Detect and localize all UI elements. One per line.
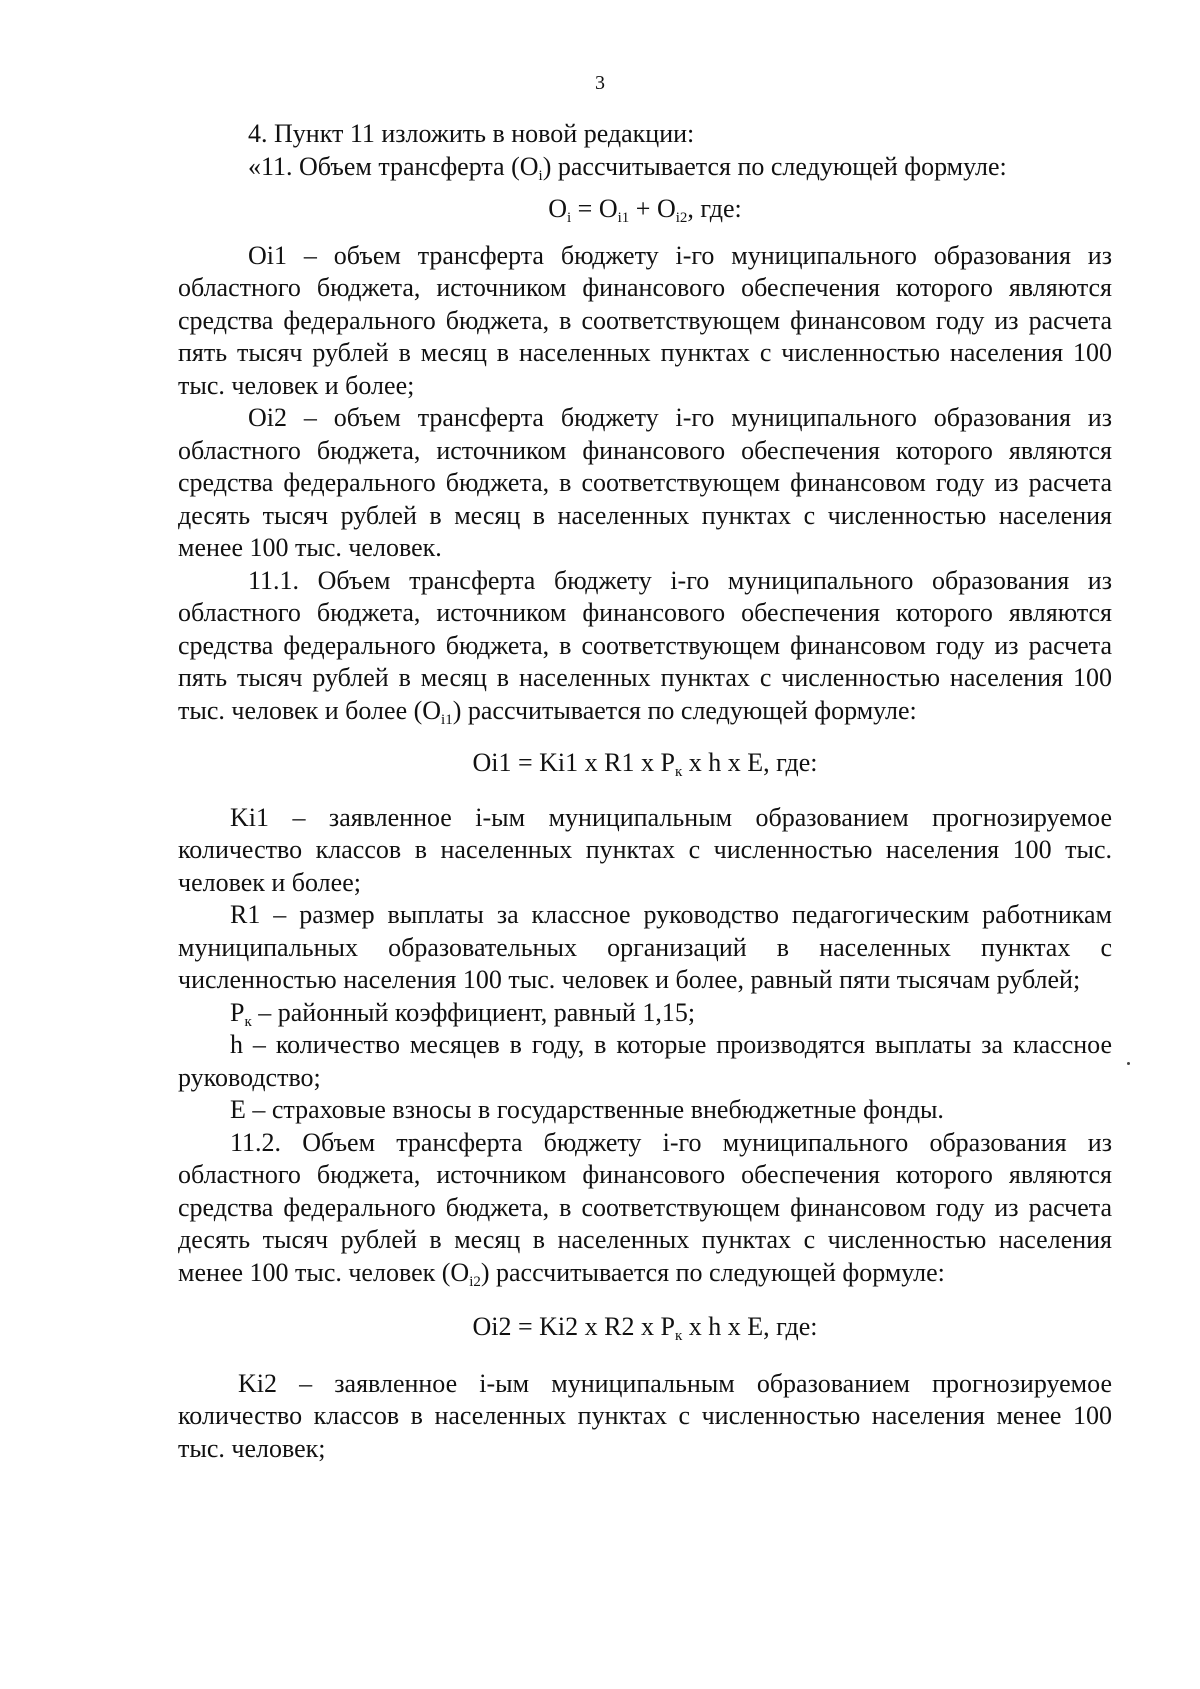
document-body	[178, 118, 1112, 1465]
clause-11-intro: «11. Объем трансферта $(O_i)$ рассчитывается по следующей формуле:	[248, 151, 1007, 184]
clause-11-2: 11.2. Объем трансферта бюджету i-го муниципального образования из областного бюджета, источником финансового обеспечения которого являются средства федерального бюджета, в соответствующем финансовом году из расчета десять тысяч рублей в месяц в населенных пунктах с численностью населения менее 100 тыс. человек $(O_{i2})$ рассчитывается по следующей формуле:	[178, 1127, 1112, 1290]
item-heading: 4. Пункт 11 изложить в новой редакции:	[248, 119, 695, 148]
definition-e: E – страховые взносы в государственные внебюджетные фонды.	[230, 1095, 944, 1124]
definition-oi2: Oi2 – объем трансферта бюджету i-го муниципального образования из областного бюджета, источником финансового обеспечения которого являются средства федерального бюджета, в соответствующем финансовом году из расчета десять тысяч рублей в месяц в населенных пунктах с численностью населения менее 100 тыс. человек.	[178, 403, 1112, 562]
definition-ki1: Ki1 – заявленное i-ым муниципальным образованием прогнозируемое количество классов в населенных пунктах с численностью населения 100 тыс. человек и более;	[178, 802, 1112, 897]
definition-oi1: Oi1 – объем трансферта бюджету i-го муниципального образования из областного бюджета, источником финансового обеспечения которого являются средства федерального бюджета, в соответствующем финансовом году из расчета пять тысяч рублей в месяц в населенных пунктах с численностью населения 100 тыс. человек и более;	[178, 240, 1112, 400]
formula-oi: $O_i = O_{i1} + O_{i2}$, где:	[548, 194, 742, 226]
definition-h: h – количество месяцев в году, в которые производятся выплаты за классное руководство;	[178, 1030, 1112, 1092]
definition-ki2: Ki2 – заявленное i-ым муниципальным образованием прогнозируемое количество классов в населенных пунктах с численностью населения менее 100 тыс. человек;	[178, 1368, 1112, 1463]
clause-11-1: 11.1. Объем трансферта бюджету i-го муниципального образования из областного бюджета, источником финансового обеспечения которого являются средства федерального бюджета, в соответствующем финансовом году из расчета пять тысяч рублей в месяц в населенных пунктах с численностью населения 100 тыс. человек и более $(O_{i1})$ рассчитывается по следующей формуле:	[178, 565, 1112, 728]
page-number: 3	[595, 72, 605, 94]
definition-r1: R1 – размер выплаты за классное руководство педагогическим работникам муниципальных образовательных организаций в населенных пунктах с численностью населения 100 тыс. человек и более, равный пяти тысячам рублей;	[178, 900, 1112, 994]
formula-oi2: Oi2 = Ki2 x R2 x $P_к$ x h x E, где:	[472, 1312, 818, 1344]
scan-speck	[1127, 1062, 1130, 1065]
definition-pk: $P_к$ – районный коэффициент, равный 1,15;	[230, 997, 696, 1030]
formula-oi1: Oi1 = Ki1 x R1 x $P_к$ x h x E, где:	[472, 748, 818, 780]
